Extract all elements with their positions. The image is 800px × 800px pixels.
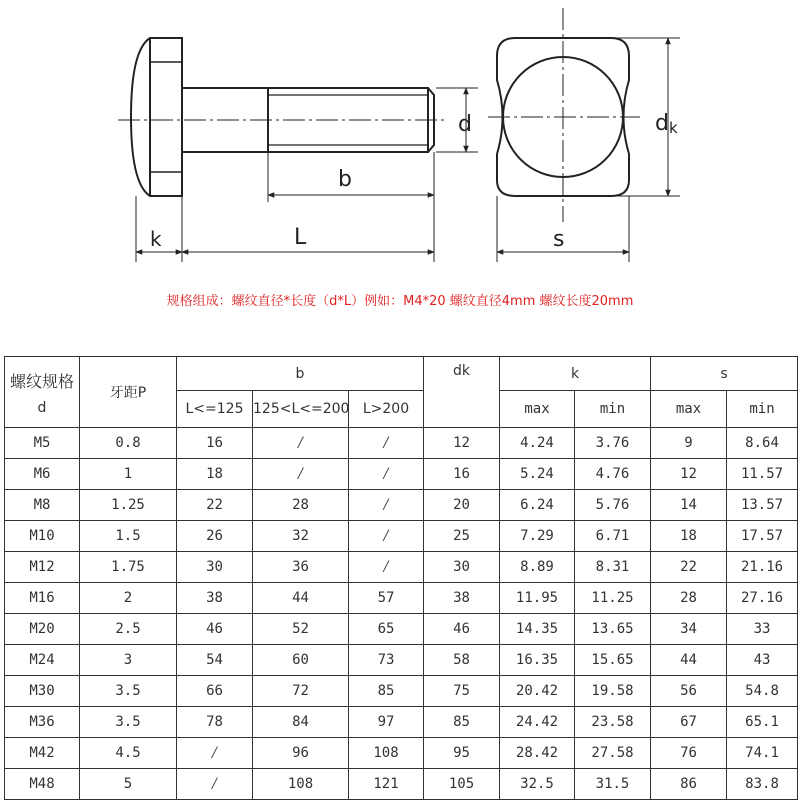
- cell-k-min: 6.71: [575, 521, 651, 552]
- cell-k-max: 20.42: [500, 676, 575, 707]
- cell-k-min: 8.31: [575, 552, 651, 583]
- cell-k-max: 24.42: [500, 707, 575, 738]
- cell-b-gt200: /: [349, 490, 424, 521]
- cell-s-max: 14: [651, 490, 727, 521]
- cell-b-le125: 78: [177, 707, 253, 738]
- cell-spec: M12: [5, 552, 80, 583]
- cell-b-125-200: 60: [253, 645, 349, 676]
- cell-s-max: 76: [651, 738, 727, 769]
- table-row: [5, 459, 798, 490]
- spec-table-body: [5, 428, 798, 800]
- cell-s-max: 18: [651, 521, 727, 552]
- cell-spec: M30: [5, 676, 80, 707]
- cell-dk: 30: [424, 552, 500, 583]
- cell-dk: 58: [424, 645, 500, 676]
- cell-spec: M16: [5, 583, 80, 614]
- table-row: [5, 676, 798, 707]
- cell-dk: 38: [424, 583, 500, 614]
- table-row: [5, 707, 798, 738]
- cell-b-gt200: 73: [349, 645, 424, 676]
- cell-s-max: 22: [651, 552, 727, 583]
- cell-s-min: 27.16: [727, 583, 798, 614]
- cell-dk: 85: [424, 707, 500, 738]
- cell-b-125-200: 52: [253, 614, 349, 645]
- header-pitch: 牙距P: [80, 357, 177, 428]
- cell-pitch: 3: [80, 645, 177, 676]
- cell-pitch: 5: [80, 769, 177, 800]
- header-dk: dk: [424, 357, 500, 428]
- header-b-gt200: L>200: [349, 391, 424, 428]
- cell-k-min: 31.5: [575, 769, 651, 800]
- header-spec-line2: d: [37, 399, 47, 416]
- cell-dk: 12: [424, 428, 500, 459]
- spec-format-note: 规格组成：螺纹直径*长度（d*L）例如：M4*20 螺纹直径4mm 螺纹长度20mm: [166, 294, 634, 309]
- cell-spec: M36: [5, 707, 80, 738]
- cell-b-125-200: 32: [253, 521, 349, 552]
- cell-b-125-200: 72: [253, 676, 349, 707]
- header-spec: [5, 357, 80, 428]
- cell-b-gt200: /: [349, 428, 424, 459]
- cell-b-125-200: 84: [253, 707, 349, 738]
- dimension-dk-label: dk: [655, 111, 678, 137]
- cell-dk: 95: [424, 738, 500, 769]
- cell-dk: 16: [424, 459, 500, 490]
- cell-b-125-200: /: [253, 459, 349, 490]
- cell-b-gt200: /: [349, 459, 424, 490]
- cell-b-le125: 46: [177, 614, 253, 645]
- cell-s-max: 28: [651, 583, 727, 614]
- cell-k-max: 5.24: [500, 459, 575, 490]
- header-b: b: [177, 357, 424, 391]
- cell-k-min: 23.58: [575, 707, 651, 738]
- header-spec-line1: 螺纹规格: [9, 371, 74, 391]
- cell-dk: 75: [424, 676, 500, 707]
- cell-b-gt200: 57: [349, 583, 424, 614]
- cell-k-max: 8.89: [500, 552, 575, 583]
- cell-k-min: 15.65: [575, 645, 651, 676]
- header-b-le125: L<=125: [177, 391, 253, 428]
- cell-k-max: 7.29: [500, 521, 575, 552]
- cell-s-min: 65.1: [727, 707, 798, 738]
- table-row: [5, 769, 798, 800]
- cell-k-min: 3.76: [575, 428, 651, 459]
- cell-k-max: 16.35: [500, 645, 575, 676]
- header-b-125-200: 125<L<=200: [253, 391, 349, 428]
- header-k-min: min: [575, 391, 651, 428]
- cell-b-gt200: 108: [349, 738, 424, 769]
- dimension-dk-subscript: k: [668, 119, 678, 137]
- cell-b-125-200: 28: [253, 490, 349, 521]
- dimension-k-label: k: [150, 227, 162, 251]
- cell-s-max: 34: [651, 614, 727, 645]
- cell-pitch: 1.25: [80, 490, 177, 521]
- cell-spec: M8: [5, 490, 80, 521]
- table-row: [5, 645, 798, 676]
- header-s-min: min: [727, 391, 798, 428]
- table-row: [5, 428, 798, 459]
- cell-s-min: 13.57: [727, 490, 798, 521]
- dimension-d-label: d: [458, 112, 472, 137]
- cell-b-gt200: 85: [349, 676, 424, 707]
- table-row: [5, 738, 798, 769]
- cell-pitch: 1: [80, 459, 177, 490]
- cell-s-max: 44: [651, 645, 727, 676]
- cell-pitch: 3.5: [80, 676, 177, 707]
- cell-b-le125: 30: [177, 552, 253, 583]
- cell-b-le125: /: [177, 738, 253, 769]
- spec-table: [4, 356, 798, 800]
- cell-pitch: 1.75: [80, 552, 177, 583]
- cell-b-le125: 22: [177, 490, 253, 521]
- header-s: s: [651, 357, 798, 391]
- cell-k-max: 14.35: [500, 614, 575, 645]
- table-row: [5, 521, 798, 552]
- cell-b-le125: 38: [177, 583, 253, 614]
- table-row: [5, 490, 798, 521]
- header-k-max: max: [500, 391, 575, 428]
- dimension-s-label: s: [553, 227, 565, 252]
- cell-s-min: 21.16: [727, 552, 798, 583]
- cell-b-le125: 16: [177, 428, 253, 459]
- cell-s-min: 83.8: [727, 769, 798, 800]
- table-row: [5, 583, 798, 614]
- table-row: [5, 614, 798, 645]
- header-s-max: max: [651, 391, 727, 428]
- cell-spec: M20: [5, 614, 80, 645]
- cell-k-min: 27.58: [575, 738, 651, 769]
- cell-s-min: 8.64: [727, 428, 798, 459]
- bolt-side-view: [131, 38, 434, 196]
- header-k: k: [500, 357, 651, 391]
- cell-spec: M24: [5, 645, 80, 676]
- cell-spec: M42: [5, 738, 80, 769]
- cell-dk: 105: [424, 769, 500, 800]
- cell-spec: M10: [5, 521, 80, 552]
- cell-pitch: 3.5: [80, 707, 177, 738]
- cell-dk: 46: [424, 614, 500, 645]
- cell-b-125-200: /: [253, 428, 349, 459]
- cell-s-min: 33: [727, 614, 798, 645]
- cell-pitch: 2: [80, 583, 177, 614]
- cell-k-min: 4.76: [575, 459, 651, 490]
- cell-pitch: 1.5: [80, 521, 177, 552]
- cell-b-gt200: 121: [349, 769, 424, 800]
- cell-k-max: 4.24: [500, 428, 575, 459]
- cell-s-min: 74.1: [727, 738, 798, 769]
- cell-b-125-200: 36: [253, 552, 349, 583]
- table-row: [5, 552, 798, 583]
- cell-s-max: 86: [651, 769, 727, 800]
- cell-b-125-200: 108: [253, 769, 349, 800]
- cell-s-min: 11.57: [727, 459, 798, 490]
- cell-dk: 20: [424, 490, 500, 521]
- cell-s-max: 12: [651, 459, 727, 490]
- cell-s-min: 17.57: [727, 521, 798, 552]
- cell-k-max: 32.5: [500, 769, 575, 800]
- cell-s-min: 43: [727, 645, 798, 676]
- dimension-L-label: L: [294, 225, 307, 250]
- cell-spec: M5: [5, 428, 80, 459]
- cell-b-gt200: /: [349, 521, 424, 552]
- cell-k-max: 28.42: [500, 738, 575, 769]
- cell-dk: 25: [424, 521, 500, 552]
- cell-b-gt200: /: [349, 552, 424, 583]
- cell-k-min: 11.25: [575, 583, 651, 614]
- cell-k-max: 11.95: [500, 583, 575, 614]
- dimension-b-label: b: [338, 167, 352, 192]
- bolt-technical-drawing: [0, 0, 800, 280]
- cell-b-125-200: 44: [253, 583, 349, 614]
- cell-spec: M6: [5, 459, 80, 490]
- cell-spec: M48: [5, 769, 80, 800]
- cell-pitch: 4.5: [80, 738, 177, 769]
- cell-b-le125: 18: [177, 459, 253, 490]
- cell-b-125-200: 96: [253, 738, 349, 769]
- cell-s-max: 9: [651, 428, 727, 459]
- cell-k-max: 6.24: [500, 490, 575, 521]
- cell-b-le125: /: [177, 769, 253, 800]
- cell-b-gt200: 65: [349, 614, 424, 645]
- cell-b-le125: 66: [177, 676, 253, 707]
- cell-k-min: 19.58: [575, 676, 651, 707]
- cell-b-le125: 54: [177, 645, 253, 676]
- cell-pitch: 0.8: [80, 428, 177, 459]
- cell-k-min: 13.65: [575, 614, 651, 645]
- cell-pitch: 2.5: [80, 614, 177, 645]
- cell-k-min: 5.76: [575, 490, 651, 521]
- cell-b-le125: 26: [177, 521, 253, 552]
- cell-s-min: 54.8: [727, 676, 798, 707]
- cell-b-gt200: 97: [349, 707, 424, 738]
- cell-s-max: 67: [651, 707, 727, 738]
- cell-s-max: 56: [651, 676, 727, 707]
